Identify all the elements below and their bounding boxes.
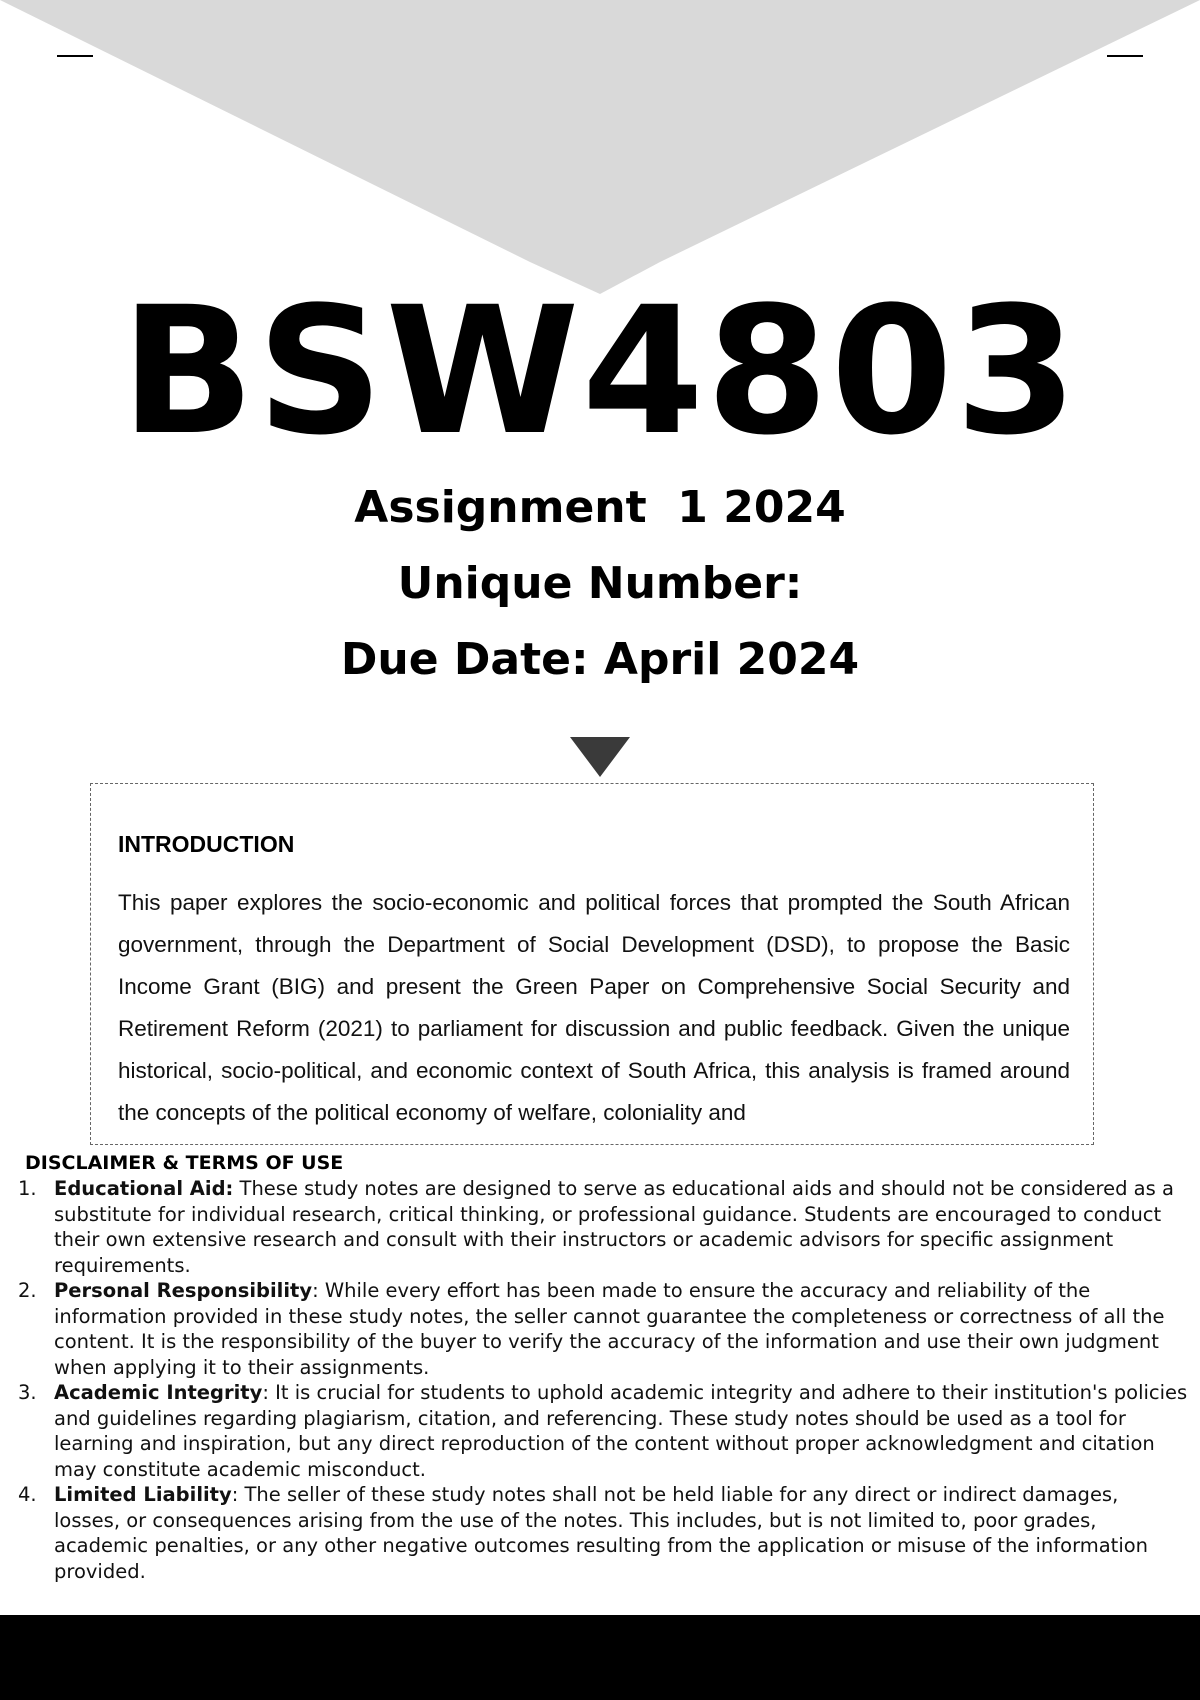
footer-bar: [0, 1615, 1200, 1700]
disclaimer-list: [0, 1176, 1190, 1584]
item-text: These study notes are designed to serve as educational aids and should not be considered as a substitute for individual research, critical thinking, or professional guidance. Students are encouraged to conduct their own extensive research and consult with their instructors or academic advisors for specific assignment requirements.: [54, 1177, 1174, 1277]
item-number: 1.: [18, 1177, 37, 1200]
item-text: : While every effort has been made to ensure the accuracy and reliability of the information provided in these study notes, the seller cannot guarantee the completeness or correctness of all the content. It is the responsibility of the buyer to verify the accuracy of the information and use their own judgment when applying it to their assignments.: [54, 1279, 1165, 1379]
banner-chevron: [0, 0, 1200, 262]
disclaimer-item-personal-responsibility: [0, 1278, 1190, 1380]
item-number: 2.: [18, 1279, 37, 1302]
item-number: 3.: [18, 1381, 37, 1404]
introduction-heading: INTRODUCTION: [118, 831, 295, 857]
item-term: Limited Liability: [54, 1483, 232, 1506]
cover-banner: [0, 0, 1200, 300]
item-term: Educational Aid:: [54, 1177, 234, 1200]
item-term: Academic Integrity: [54, 1381, 263, 1404]
due-date-line: Due Date: April 2024: [340, 634, 860, 685]
item-term: Personal Responsibility: [54, 1279, 313, 1302]
disclaimer-heading: DISCLAIMER & TERMS OF USE: [25, 1152, 344, 1174]
course-code-title: BSW4803: [120, 269, 1080, 474]
corner-rule-right: [1107, 55, 1143, 57]
disclaimer-item-educational-aid: [0, 1176, 1190, 1278]
down-triangle-icon: [570, 737, 630, 777]
corner-rule-left: [57, 55, 93, 57]
unique-number-line: Unique Number:: [397, 558, 803, 609]
disclaimer-item-limited-liability: [0, 1482, 1190, 1584]
assignment-line: Assignment 1 2024: [354, 482, 846, 533]
item-text: : The seller of these study notes shall not be held liable for any direct or indirect damages, losses, or consequences arising from the use of the notes. This includes, but is not limited to, poor grades, academic penalties, or any other negative outcomes resulting from the application or misuse of the information provided.: [54, 1483, 1149, 1583]
disclaimer-item-academic-integrity: [0, 1380, 1190, 1482]
item-text: : It is crucial for students to uphold academic integrity and adhere to their institution's policies and guidelines regarding plagiarism, citation, and referencing. These study notes should be used as a tool for learning and inspiration, but any direct reproduction of the content without proper acknowledgment and citation may constitute academic misconduct.: [54, 1381, 1188, 1481]
item-number: 4.: [18, 1483, 37, 1506]
introduction-text: This paper explores the socio-economic and political forces that prompted the South African government, through the Department of Social Development (DSD), to propose the Basic Income Grant (BIG) and present the Green Paper on Comprehensive Social Security and Retirement Reform (2021) to parliament for discussion and public feedback. Given the unique historical, socio-political, and economic context of South Africa, this analysis is framed around the concepts of the political economy of welfare, coloniality and: [118, 890, 1070, 1125]
introduction-box: [90, 783, 1094, 1145]
